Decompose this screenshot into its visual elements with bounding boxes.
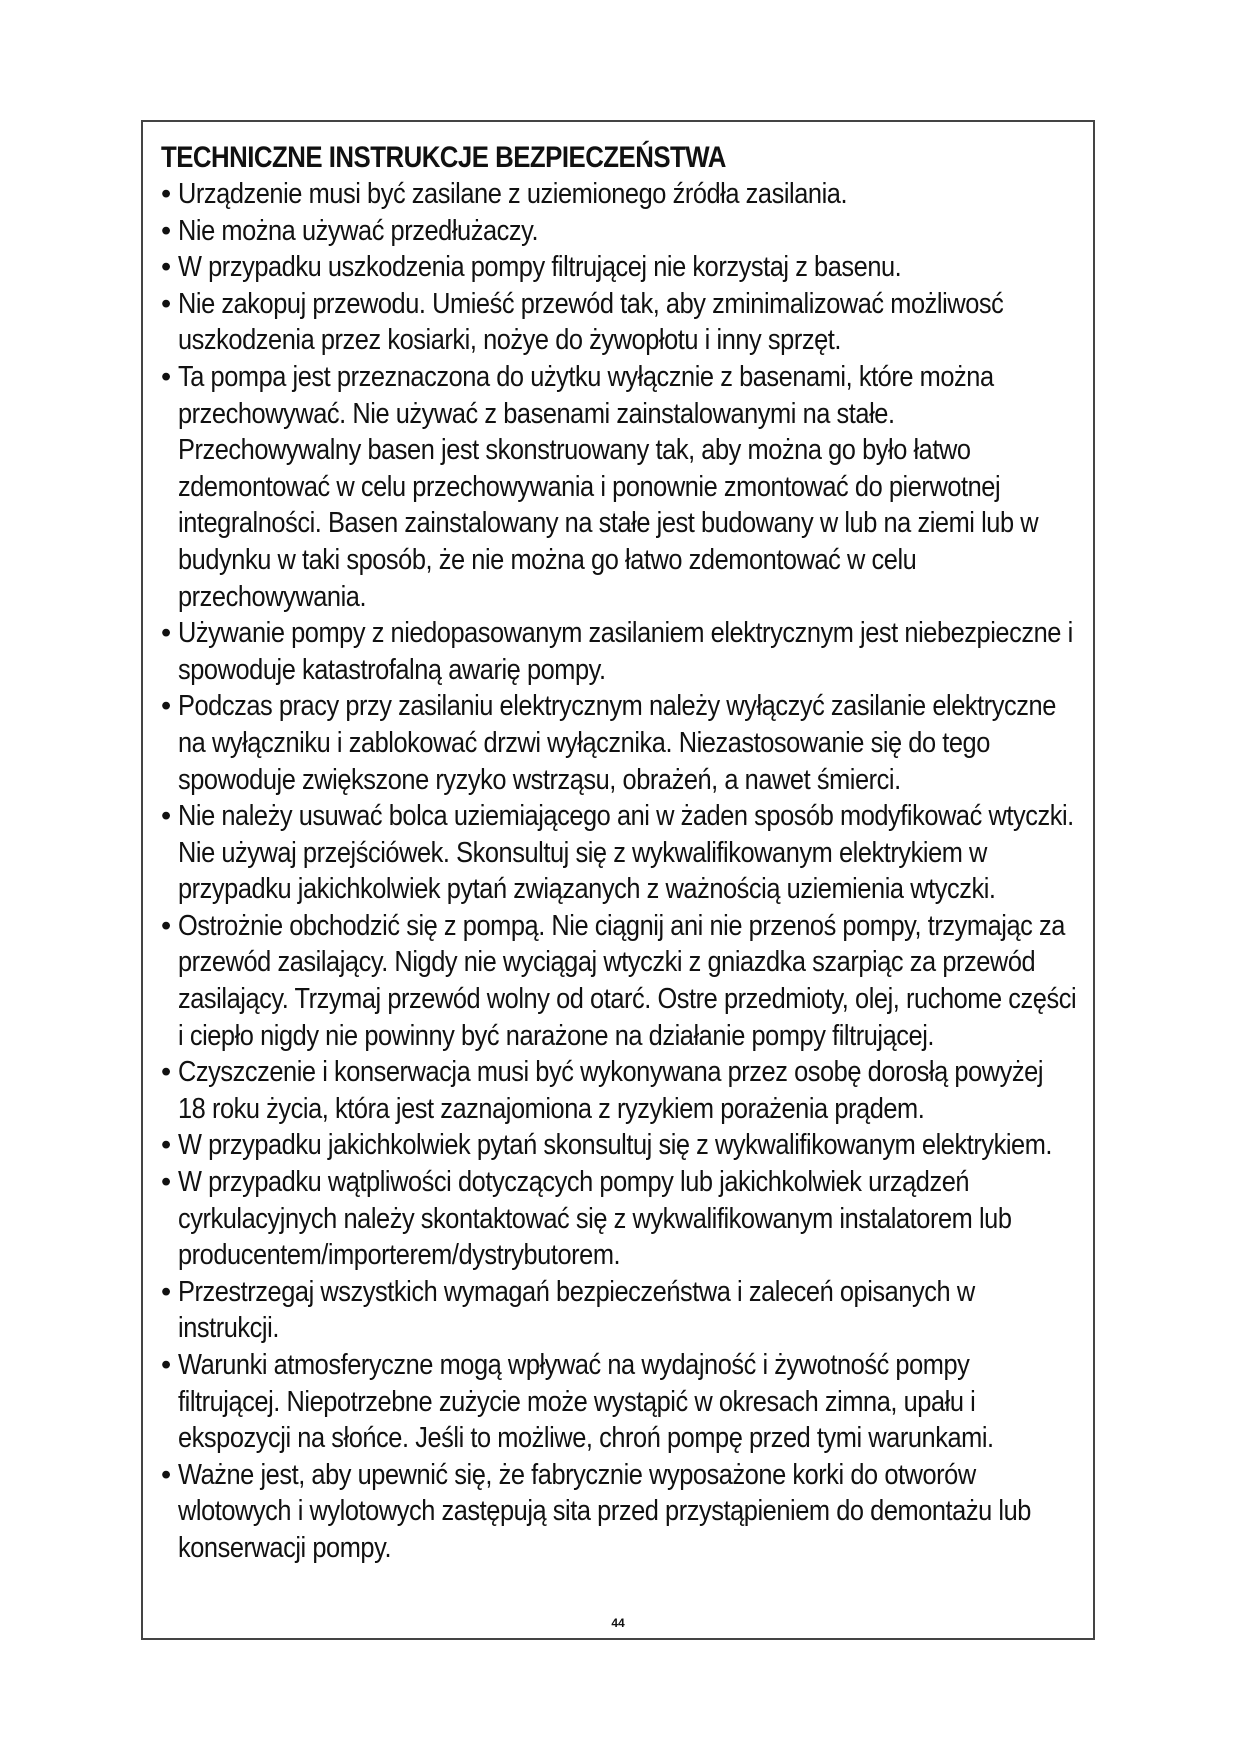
list-item-text: Warunki atmosferyczne mogą wpływać na wydajność i żywotność pompy filtrującej. Niepotrzebne zużycie może wystąpić w okresach zimna, upału i ekspozycji na słońce. Jeśli to możliwe, chroń pompę przed tymi warunkami. <box>178 1349 994 1455</box>
bullet-icon: • <box>161 1458 171 1491</box>
list-item <box>161 249 1079 286</box>
bullet-icon: • <box>161 617 171 650</box>
list-item-text: Przestrzegaj wszystkich wymagań bezpieczeństwa i zaleceń opisanych w instrukcji. <box>178 1275 975 1345</box>
list-item-text: Nie można używać przedłużaczy. <box>178 214 539 247</box>
safety-rules-list <box>161 176 1079 1567</box>
section-title: TECHNICZNE INSTRUKCJE BEZPIECZEŃSTWA <box>161 141 726 174</box>
bullet-icon: • <box>161 1056 171 1089</box>
bullet-icon: • <box>161 1166 171 1199</box>
page-frame <box>141 120 1095 1640</box>
bullet-icon: • <box>161 251 171 284</box>
bullet-icon: • <box>161 1129 171 1162</box>
list-item-text: Nie zakopuj przewodu. Umieść przewód tak, aby zminimalizować możliwosć uszkodzenia przez kosiarki, nożye do żywopłotu i inny sprzęt. <box>178 287 1004 357</box>
list-item <box>161 1127 1079 1164</box>
list-item <box>161 908 1079 1054</box>
list-item <box>161 615 1079 688</box>
list-item <box>161 359 1079 615</box>
list-item-text: W przypadku uszkodzenia pompy filtrującej nie korzystaj z basenu. <box>178 251 902 284</box>
list-item <box>161 213 1079 250</box>
bullet-icon: • <box>161 214 171 247</box>
list-item <box>161 1274 1079 1347</box>
page-number: 44 <box>611 1616 625 1630</box>
list-item-text: Ostrożnie obchodzić się z pompą. Nie ciągnij ani nie przenoś pompy, trzymając za przewód zasilający. Nigdy nie wyciągaj wtyczki z gniazdka szarpiąc za przewód zasilający. Trzymaj przewód wolny od otarć. Ostre przedmioty, olej, ruchome części i ciepło nigdy nie powinny być narażone na działanie pompy filtrującej. <box>178 909 1077 1052</box>
bullet-icon: • <box>161 800 171 833</box>
bullet-icon: • <box>161 1349 171 1381</box>
list-item <box>161 286 1079 359</box>
list-item-text: Używanie pompy z niedopasowanym zasilaniem elektrycznym jest niebezpieczne i spowoduje katastrofalną awarię pompy. <box>178 617 1073 686</box>
list-item-text: Ta pompa jest przeznaczona do użytku wyłącznie z basenami, które można przechowywać. Nie używać z basenami zainstalowanymi na stałe. Przechowywalny basen jest skonstruowany tak, aby można go było łatwo zdemontować w celu przechowywania i ponownie zmontować do pierwotnej integralności. Basen zainstalowany na stałe jest budowany w lub na ziemi lub w budynku w taki sposób, że nie można go łatwo zdemontować w celu przechowywania. <box>178 360 1039 613</box>
list-item <box>161 688 1079 798</box>
list-item-text: Podczas pracy przy zasilaniu elektrycznym należy wyłączyć zasilanie elektryczne na wyłączniku i zablokować drzwi wyłącznika. Niezastosowanie się do tego spowoduje zwiększone ryzyko wstrząsu, obrażeń, a nawet śmierci. <box>178 690 1056 796</box>
bullet-icon: • <box>161 178 171 210</box>
list-item <box>161 1457 1079 1567</box>
bullet-icon: • <box>161 1275 171 1308</box>
bullet-icon: • <box>161 360 171 393</box>
list-item <box>161 1347 1079 1457</box>
list-item-text: W przypadku jakichkolwiek pytań skonsultuj się z wykwalifikowanym elektrykiem. <box>178 1129 1053 1162</box>
bullet-icon: • <box>161 287 171 320</box>
list-item-text: Ważne jest, aby upewnić się, że fabrycznie wyposażone korki do otworów wlotowych i wylotowych zastępują sita przed przystąpieniem do demontażu lub konserwacji pompy. <box>178 1458 1031 1564</box>
list-item <box>161 1054 1079 1127</box>
list-item-text: W przypadku wątpliwości dotyczących pompy lub jakichkolwiek urządzeń cyrkulacyjnych należy skontaktować się z wykwalifikowanym instalatorem lub producentem/importerem/dystrybutorem. <box>178 1166 1012 1272</box>
list-item <box>161 1164 1079 1274</box>
list-item <box>161 176 1079 213</box>
list-item <box>161 798 1079 908</box>
list-item-text: Urządzenie musi być zasilane z uziemionego źródła zasilania. <box>178 178 848 210</box>
list-item-text: Nie należy usuwać bolca uziemiającego ani w żaden sposób modyfikować wtyczki. Nie używaj przejściówek. Skonsultuj się z wykwalifikowanym elektrykiem w przypadku jakichkolwiek pytań związanych z ważnością uziemienia wtyczki. <box>178 800 1074 906</box>
list-item-text: Czyszczenie i konserwacja musi być wykonywana przez osobę dorosłą powyżej 18 roku życia, która jest zaznajomiona z ryzykiem porażenia prądem. <box>178 1056 1044 1125</box>
bullet-icon: • <box>161 909 171 942</box>
document-content <box>161 140 1079 1567</box>
bullet-icon: • <box>161 690 171 723</box>
